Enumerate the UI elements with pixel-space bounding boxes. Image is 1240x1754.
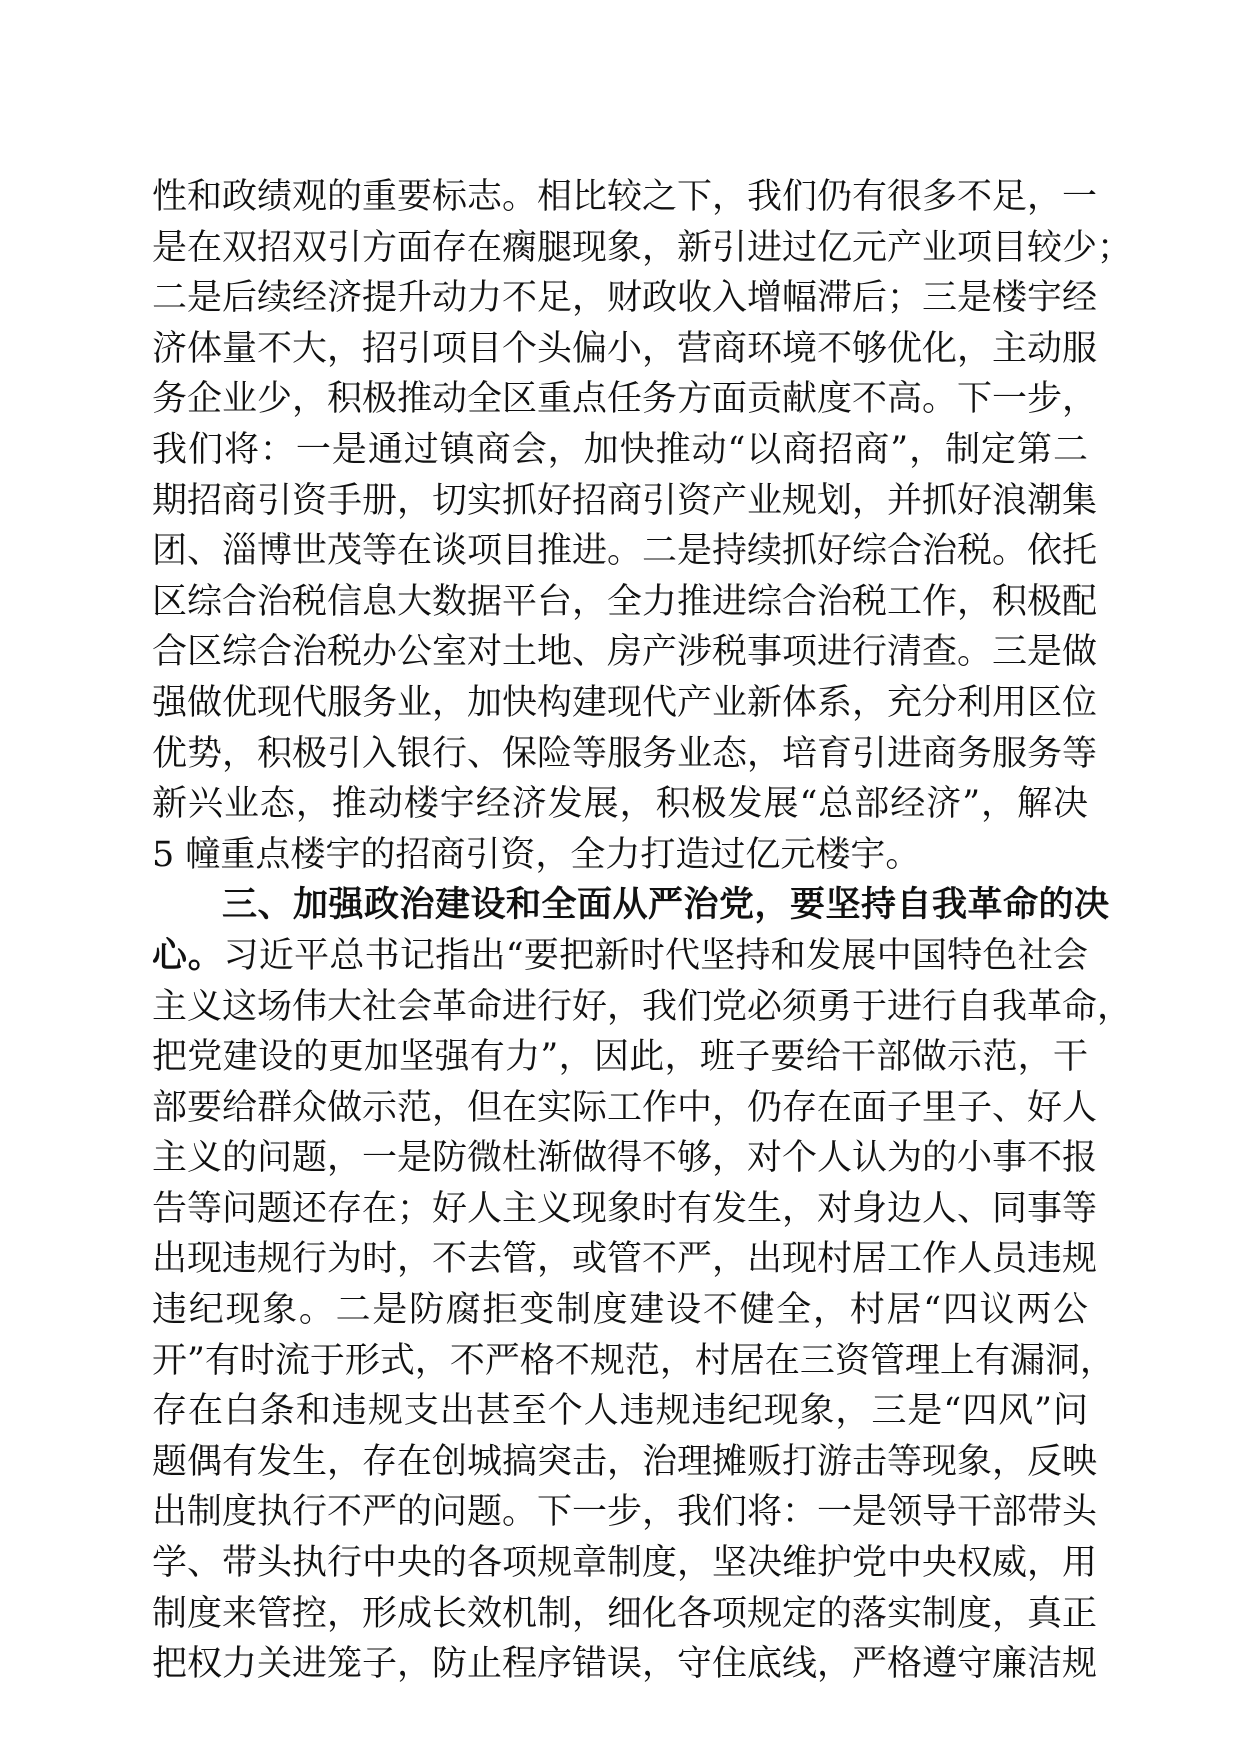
text-line: 新兴业态，推动楼宇经济发展，积极发展“总部经济”，解决 [152,784,1088,825]
text-line: 部要给群众做示范，但在实际工作中，仍存在面子里子、好人 [152,1087,1098,1128]
text-line: 学、带头执行中央的各项规章制度，坚决维护党中央权威，用 [152,1543,1098,1584]
text-line: 告等问题还存在；好人主义现象时有发生，对身边人、同事等 [152,1188,1098,1229]
paragraph-party-building [152,880,1133,1690]
text-line: 期招商引资手册，切实抓好招商引资产业规划，并抓好浪潮集 [152,480,1098,521]
text-line-rest: 习近平总书记指出“要把新时代坚持和发展中国特色社会 [223,935,1088,976]
section-heading [152,880,1110,931]
text-line: 出制度执行不严的问题。下一步，我们将：一是领导干部带头 [152,1492,1098,1533]
text-line: 强做优现代服务业，加快构建现代产业新体系，充分利用区位 [152,682,1098,723]
text-line: 二是后续经济提升动力不足，财政收入增幅滞后；三是楼宇经 [152,278,1098,319]
text-line: 务企业少，积极推动全区重点任务方面贡献度不高。下一步， [152,379,1098,420]
text-line: 题偶有发生，存在创城搞突击，治理摊贩打游击等现象，反映 [152,1441,1098,1482]
text-line: 团、淄博世茂等在谈项目推进。二是持续抓好综合治税。依托 [152,531,1098,572]
document-body [152,172,1133,1690]
text-line: 合区综合治税办公室对土地、房产涉税事项进行清查。三是做 [152,632,1098,673]
text-line: 违纪现象。二是防腐拒变制度建设不健全，村居“四议两公 [152,1290,1088,1331]
section-heading-text: 三、加强政治建设和全面从严治党，要坚持自我革命的决 [222,885,1110,926]
text-line: 主义的问题，一是防微杜渐做得不够，对个人认为的小事不报 [152,1138,1098,1179]
text-line: 把党建设的更加坚强有力”，因此，班子要给干部做示范，干 [152,1037,1088,1078]
text-line: 开”有时流于形式，不严格不规范，村居在三资管理上有漏洞， [152,1340,1115,1381]
text-line: 制度来管控，形成长效机制，细化各项规定的落实制度，真正 [152,1593,1098,1634]
text-line: 济体量不大，招引项目个头偏小，营商环境不够优化，主动服 [152,328,1098,369]
text-line: 是在双招双引方面存在瘸腿现象，新引进过亿元产业项目较少； [152,227,1133,268]
text-line: 区综合治税信息大数据平台，全力推进综合治税工作，积极配 [152,581,1098,622]
text-line [152,931,1088,982]
section-heading-end: 心。 [152,935,224,976]
text-line: 出现违规行为时，不去管，或管不严，出现村居工作人员违规 [152,1239,1098,1280]
text-line: 5 幢重点楼宇的招商引资，全力打造过亿元楼宇。 [152,834,921,875]
text-line: 把权力关进笼子，防止程序错误，守住底线，严格遵守廉洁规 [152,1644,1098,1685]
text-line: 主义这场伟大社会革命进行好，我们党必须勇于进行自我革命， [152,986,1133,1027]
text-line: 存在白条和违规支出甚至个人违规违纪现象，三是“四风”问 [152,1391,1088,1432]
text-line: 优势，积极引入银行、保险等服务业态，培育引进商务服务等 [152,733,1098,774]
paragraph-economy [152,172,1133,880]
text-line: 性和政绩观的重要标志。相比较之下，我们仍有很多不足，一 [152,177,1098,217]
text-line: 我们将：一是通过镇商会，加快推动“以商招商”，制定第二 [152,429,1088,470]
